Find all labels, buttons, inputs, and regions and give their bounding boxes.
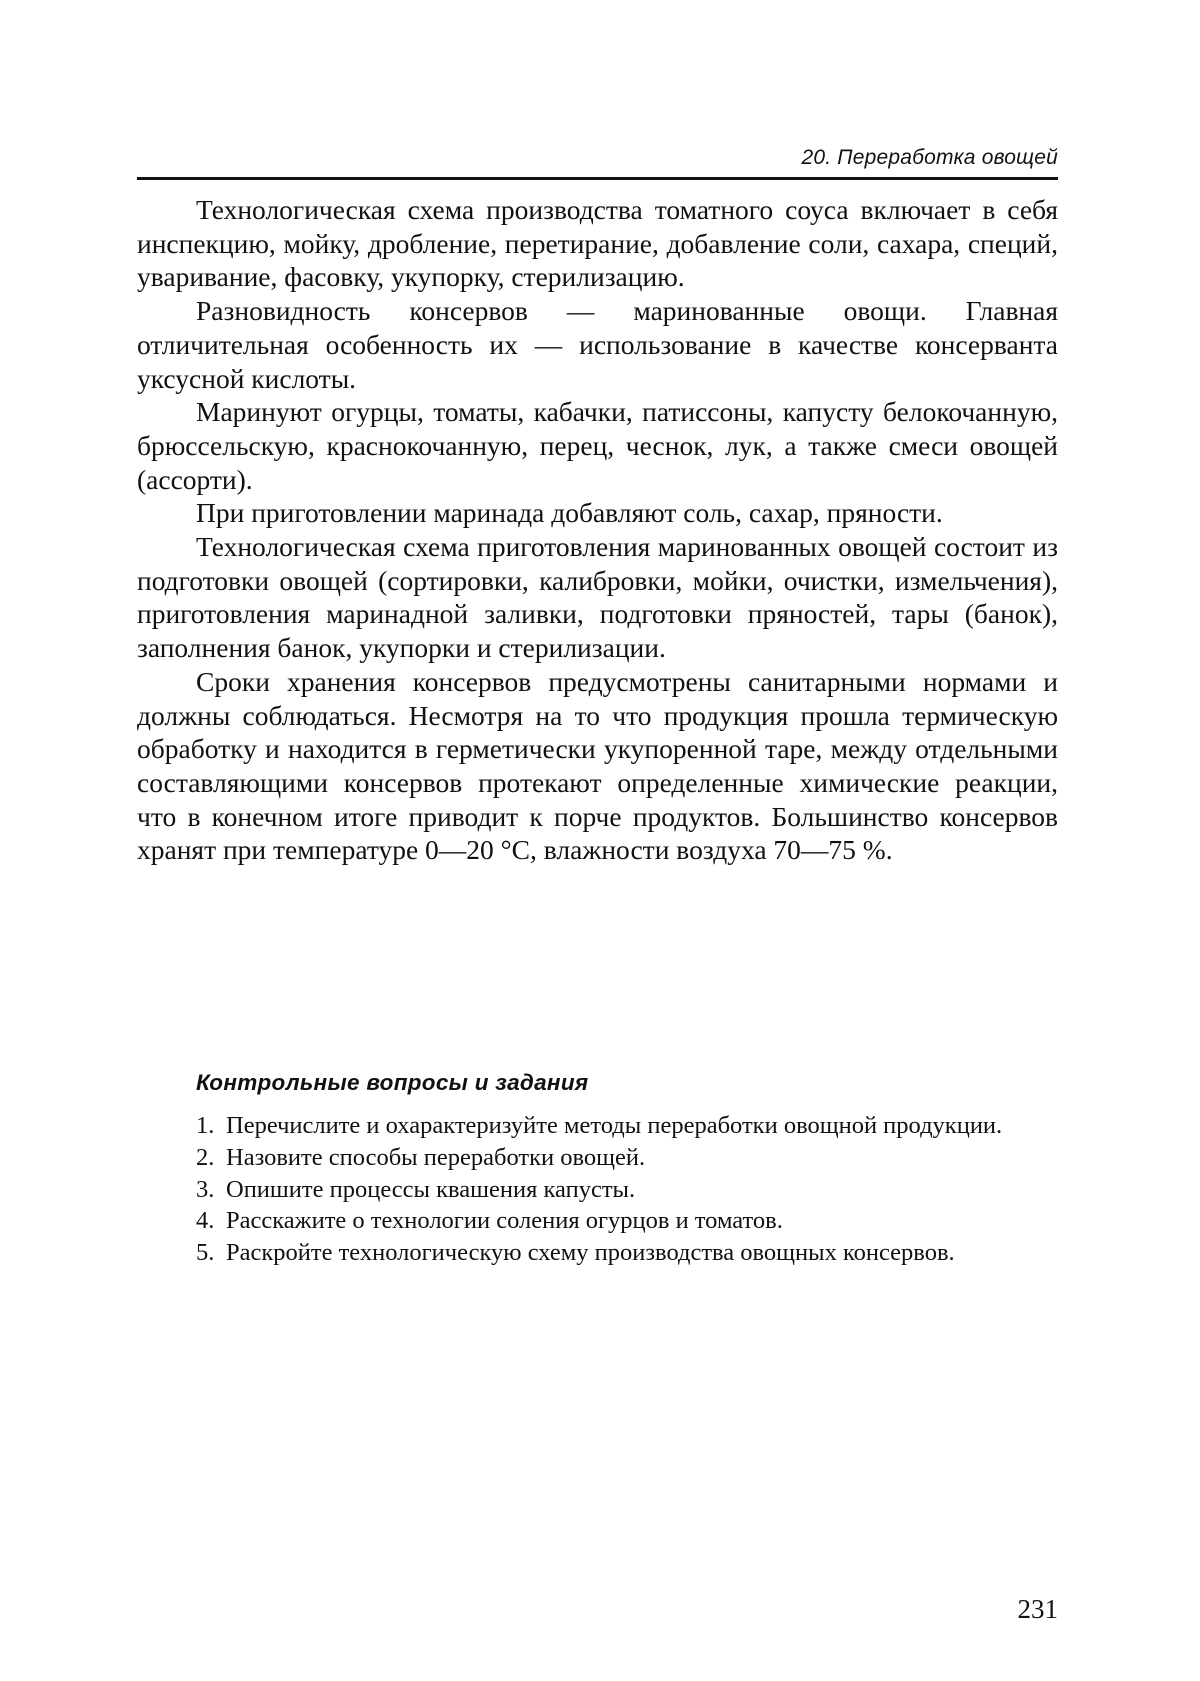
paragraph-marinated-vegetables: Разновидность консервов — маринованные овощи. Главная отличительная особенность их — использование в качестве консерванта уксусной кислоты. — [137, 295, 1058, 394]
running-head: 20. Переработка овощей — [801, 146, 1058, 169]
question-text: Расскажите о технологии соления огурцов и томатов. — [226, 1207, 783, 1235]
question-item — [196, 1174, 1058, 1206]
question-text: Перечислите и охарактеризуйте методы переработки овощной продукции. — [226, 1112, 1003, 1139]
question-number: 1. — [196, 1112, 215, 1139]
question-number: 2. — [196, 1143, 215, 1171]
question-number: 4. — [196, 1207, 215, 1235]
question-text: Опишите процессы квашения капусты. — [226, 1175, 636, 1203]
paragraph-tomato-sauce: Технологическая схема производства томатного соуса включает в себя инспекцию, мойку, дробление, перетирание, добавление соли, сахара, специй, уваривание, фасовку, укупорку, стерилизацию. — [137, 194, 1058, 293]
paragraph-storage: Сроки хранения консервов предусмотрены санитарными нормами и должны соблюдаться. Несмотря на то что продукция прошла термическую обработку и находится в герметически укупоренной таре, между отдельными составляющими консервов протекают определенные химические реакции, что в конечном итоге приводит к порче продуктов. Большинство консервов хранят при температуре 0—20 °С, влажности воздуха 70—75 %. — [137, 665, 1058, 866]
question-number: 3. — [196, 1175, 215, 1203]
book-page — [137, 0, 1058, 1681]
question-text: Раскройте технологическую схему производства овощных консервов. — [226, 1239, 955, 1267]
body-text — [137, 193, 1058, 867]
question-item — [196, 1110, 1058, 1142]
paragraph-marinating-scheme: Технологическая схема приготовления маринованных овощей состоит из подготовки овощей (сортировки, калибровки, мойки, очистки, измельчения), приготовления маринадной заливки, подготовки пряностей, тары (банок), заполнения банок, укупорки и стерилизации. — [137, 531, 1058, 664]
questions-list — [196, 1110, 1058, 1269]
paragraph-marinade: При приготовлении маринада добавляют соль, сахар, пряности. — [196, 497, 943, 529]
question-item — [196, 1237, 1058, 1269]
question-number: 5. — [196, 1239, 215, 1267]
page-number: 231 — [1017, 1594, 1058, 1624]
question-item — [196, 1205, 1058, 1237]
questions-heading: Контрольные вопросы и задания — [196, 1070, 589, 1095]
header-rule — [137, 177, 1058, 180]
question-text: Назовите способы переработки овощей. — [226, 1143, 646, 1171]
paragraph-marinated-list: Маринуют огурцы, томаты, кабачки, патиссоны, капусту белокочанную, брюссельскую, краснокочанную, перец, чеснок, лук, а также смеси овощей (ассорти). — [137, 396, 1058, 495]
question-item — [196, 1142, 1058, 1174]
